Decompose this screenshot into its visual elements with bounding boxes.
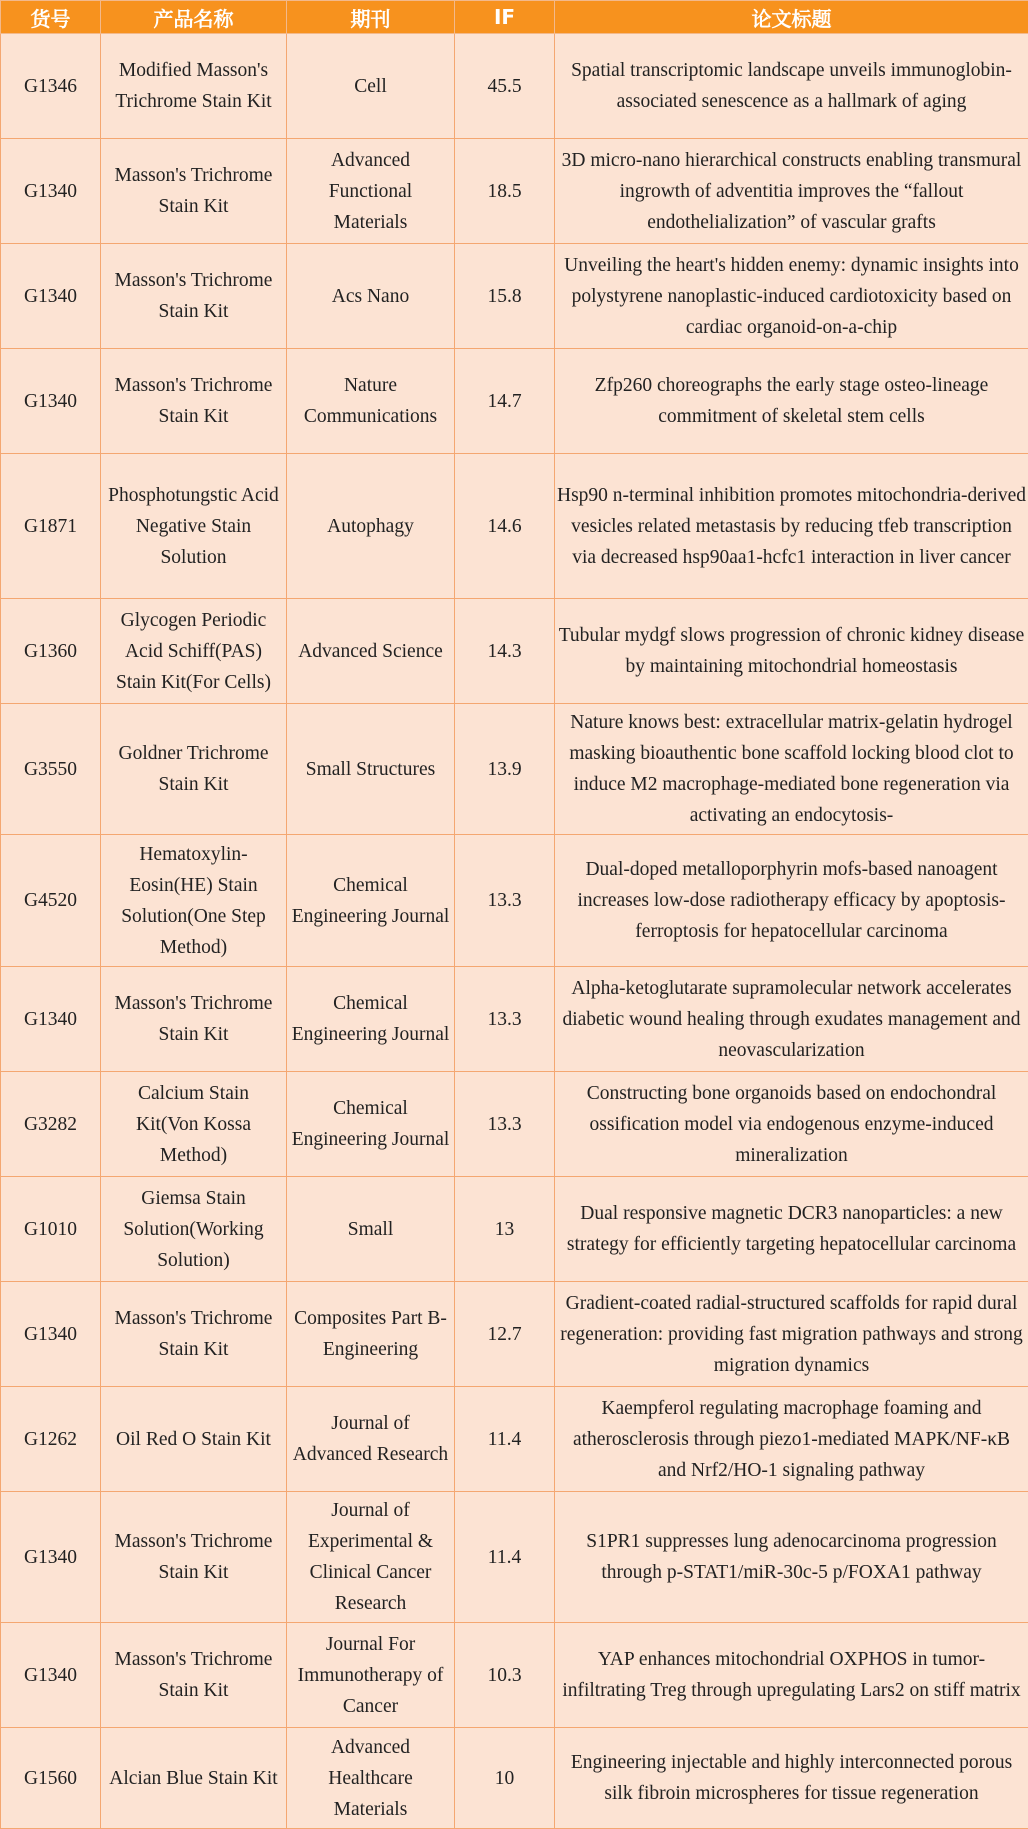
cell-title: Unveiling the heart's hidden enemy: dynamic insights into polystyrene nanoplastic-induced cardiotoxicity based on cardiac organoid-on-a-chip: [555, 244, 1028, 349]
cell-if: 18.5: [455, 139, 555, 244]
cell-code: G3282: [1, 1072, 101, 1177]
cell-code: G1360: [1, 599, 101, 704]
cell-code: G1340: [1, 244, 101, 349]
cell-title: Engineering injectable and highly interconnected porous silk fibroin microspheres for tissue regeneration: [555, 1728, 1028, 1829]
cell-title: S1PR1 suppresses lung adenocarcinoma progression through p-STAT1/miR-30c-5 p/FOXA1 pathway: [555, 1492, 1028, 1623]
cell-journal: Composites Part B-Engineering: [287, 1282, 455, 1387]
cell-code: G1340: [1, 1282, 101, 1387]
cell-title: Kaempferol regulating macrophage foaming and atherosclerosis through piezo1-mediated MAPK/NF-κB and Nrf2/HO-1 signaling pathway: [555, 1387, 1028, 1492]
cell-product: Masson's Trichrome Stain Kit: [101, 1492, 287, 1623]
cell-product: Masson's Trichrome Stain Kit: [101, 244, 287, 349]
cell-product: Hematoxylin-Eosin(HE) Stain Solution(One Step Method): [101, 835, 287, 967]
cell-journal: Journal of Advanced Research: [287, 1387, 455, 1492]
cell-if: 11.4: [455, 1492, 555, 1623]
cell-journal: Small: [287, 1177, 455, 1282]
cell-product: Masson's Trichrome Stain Kit: [101, 967, 287, 1072]
cell-product: Giemsa Stain Solution(Working Solution): [101, 1177, 287, 1282]
header-journal: 期刊: [287, 1, 455, 34]
cell-product: Modified Masson's Trichrome Stain Kit: [101, 34, 287, 139]
cell-journal: Autophagy: [287, 454, 455, 599]
cell-code: G1262: [1, 1387, 101, 1492]
table-row: [1, 244, 1028, 349]
cell-product: Phosphotungstic Acid Negative Stain Solution: [101, 454, 287, 599]
cell-if: 14.6: [455, 454, 555, 599]
table-row: [1, 454, 1028, 599]
cell-code: G1010: [1, 1177, 101, 1282]
cell-journal: Chemical Engineering Journal: [287, 835, 455, 967]
cell-title: Gradient-coated radial-structured scaffolds for rapid dural regeneration: providing fast migration pathways and strong migration dynamics: [555, 1282, 1028, 1387]
cell-journal: Chemical Engineering Journal: [287, 1072, 455, 1177]
cell-if: 15.8: [455, 244, 555, 349]
cell-if: 13.3: [455, 967, 555, 1072]
cell-title: Hsp90 n-terminal inhibition promotes mitochondria-derived vesicles related metastasis by reducing tfeb transcription via decreased hsp90aa1-hcfc1 interaction in liver cancer: [555, 454, 1028, 599]
table-row: [1, 1728, 1028, 1829]
cell-if: 13: [455, 1177, 555, 1282]
cell-code: G1340: [1, 967, 101, 1072]
cell-title: Nature knows best: extracellular matrix-gelatin hydrogel masking bioauthentic bone scaffold locking blood clot to induce M2 macrophage-mediated bone regeneration via activating an endocytosis-: [555, 704, 1028, 835]
table-row: [1, 1623, 1028, 1728]
cell-journal: Chemical Engineering Journal: [287, 967, 455, 1072]
cell-product: Masson's Trichrome Stain Kit: [101, 1623, 287, 1728]
cell-product: Oil Red O Stain Kit: [101, 1387, 287, 1492]
cell-product: Masson's Trichrome Stain Kit: [101, 1282, 287, 1387]
header-row: [1, 1, 1028, 34]
cell-title: Tubular mydgf slows progression of chronic kidney disease by maintaining mitochondrial homeostasis: [555, 599, 1028, 704]
cell-if: 10.3: [455, 1623, 555, 1728]
cell-code: G4520: [1, 835, 101, 967]
cell-title: Dual responsive magnetic DCR3 nanoparticles: a new strategy for efficiently targeting hepatocellular carcinoma: [555, 1177, 1028, 1282]
cell-journal: Nature Communications: [287, 349, 455, 454]
cell-code: G1871: [1, 454, 101, 599]
table-row: [1, 1177, 1028, 1282]
cell-title: Spatial transcriptomic landscape unveils immunoglobin-associated senescence as a hallmark of aging: [555, 34, 1028, 139]
cell-title: Alpha-ketoglutarate supramolecular network accelerates diabetic wound healing through exudates management and neovascularization: [555, 967, 1028, 1072]
cell-title: 3D micro-nano hierarchical constructs enabling transmural ingrowth of adventitia improves the “fallout endothelialization” of vascular grafts: [555, 139, 1028, 244]
table-row: [1, 599, 1028, 704]
cell-code: G1340: [1, 1623, 101, 1728]
cell-journal: Journal of Experimental & Clinical Cancer Research: [287, 1492, 455, 1623]
cell-title: YAP enhances mitochondrial OXPHOS in tumor-infiltrating Treg through upregulating Lars2 on stiff matrix: [555, 1623, 1028, 1728]
table-row: [1, 34, 1028, 139]
table-row: [1, 349, 1028, 454]
cell-if: 13.3: [455, 1072, 555, 1177]
cell-if: 14.7: [455, 349, 555, 454]
table-row: [1, 835, 1028, 967]
header-code: 货号: [1, 1, 101, 34]
cell-code: G1560: [1, 1728, 101, 1829]
cell-if: 11.4: [455, 1387, 555, 1492]
cell-if: 12.7: [455, 1282, 555, 1387]
cell-journal: Small Structures: [287, 704, 455, 835]
cell-if: 13.9: [455, 704, 555, 835]
table-row: [1, 967, 1028, 1072]
cell-journal: Advanced Healthcare Materials: [287, 1728, 455, 1829]
cell-product: Calcium Stain Kit(Von Kossa Method): [101, 1072, 287, 1177]
cell-journal: Cell: [287, 34, 455, 139]
cell-title: Constructing bone organoids based on endochondral ossification model via endogenous enzyme-induced mineralization: [555, 1072, 1028, 1177]
cell-journal: Advanced Functional Materials: [287, 139, 455, 244]
header-title: 论文标题: [555, 1, 1028, 34]
cell-if: 13.3: [455, 835, 555, 967]
cell-code: G1346: [1, 34, 101, 139]
cell-if: 14.3: [455, 599, 555, 704]
cell-code: G3550: [1, 704, 101, 835]
cell-product: Goldner Trichrome Stain Kit: [101, 704, 287, 835]
cell-code: G1340: [1, 1492, 101, 1623]
cell-product: Alcian Blue Stain Kit: [101, 1728, 287, 1829]
cell-journal: Journal For Immunotherapy of Cancer: [287, 1623, 455, 1728]
header-if: IF: [455, 1, 555, 34]
cell-journal: Acs Nano: [287, 244, 455, 349]
cell-code: G1340: [1, 139, 101, 244]
cell-product: Glycogen Periodic Acid Schiff(PAS) Stain Kit(For Cells): [101, 599, 287, 704]
cell-if: 10: [455, 1728, 555, 1829]
table-row: [1, 139, 1028, 244]
cell-title: Dual-doped metalloporphyrin mofs-based nanoagent increases low-dose radiotherapy efficacy by apoptosis-ferroptosis for hepatocellular carcinoma: [555, 835, 1028, 967]
table-row: [1, 704, 1028, 835]
table-row: [1, 1492, 1028, 1623]
cell-product: Masson's Trichrome Stain Kit: [101, 139, 287, 244]
header-product: 产品名称: [101, 1, 287, 34]
table-row: [1, 1387, 1028, 1492]
cell-code: G1340: [1, 349, 101, 454]
cell-product: Masson's Trichrome Stain Kit: [101, 349, 287, 454]
cell-if: 45.5: [455, 34, 555, 139]
cell-title: Zfp260 choreographs the early stage osteo-lineage commitment of skeletal stem cells: [555, 349, 1028, 454]
table-row: [1, 1072, 1028, 1177]
table-row: [1, 1282, 1028, 1387]
cell-journal: Advanced Science: [287, 599, 455, 704]
